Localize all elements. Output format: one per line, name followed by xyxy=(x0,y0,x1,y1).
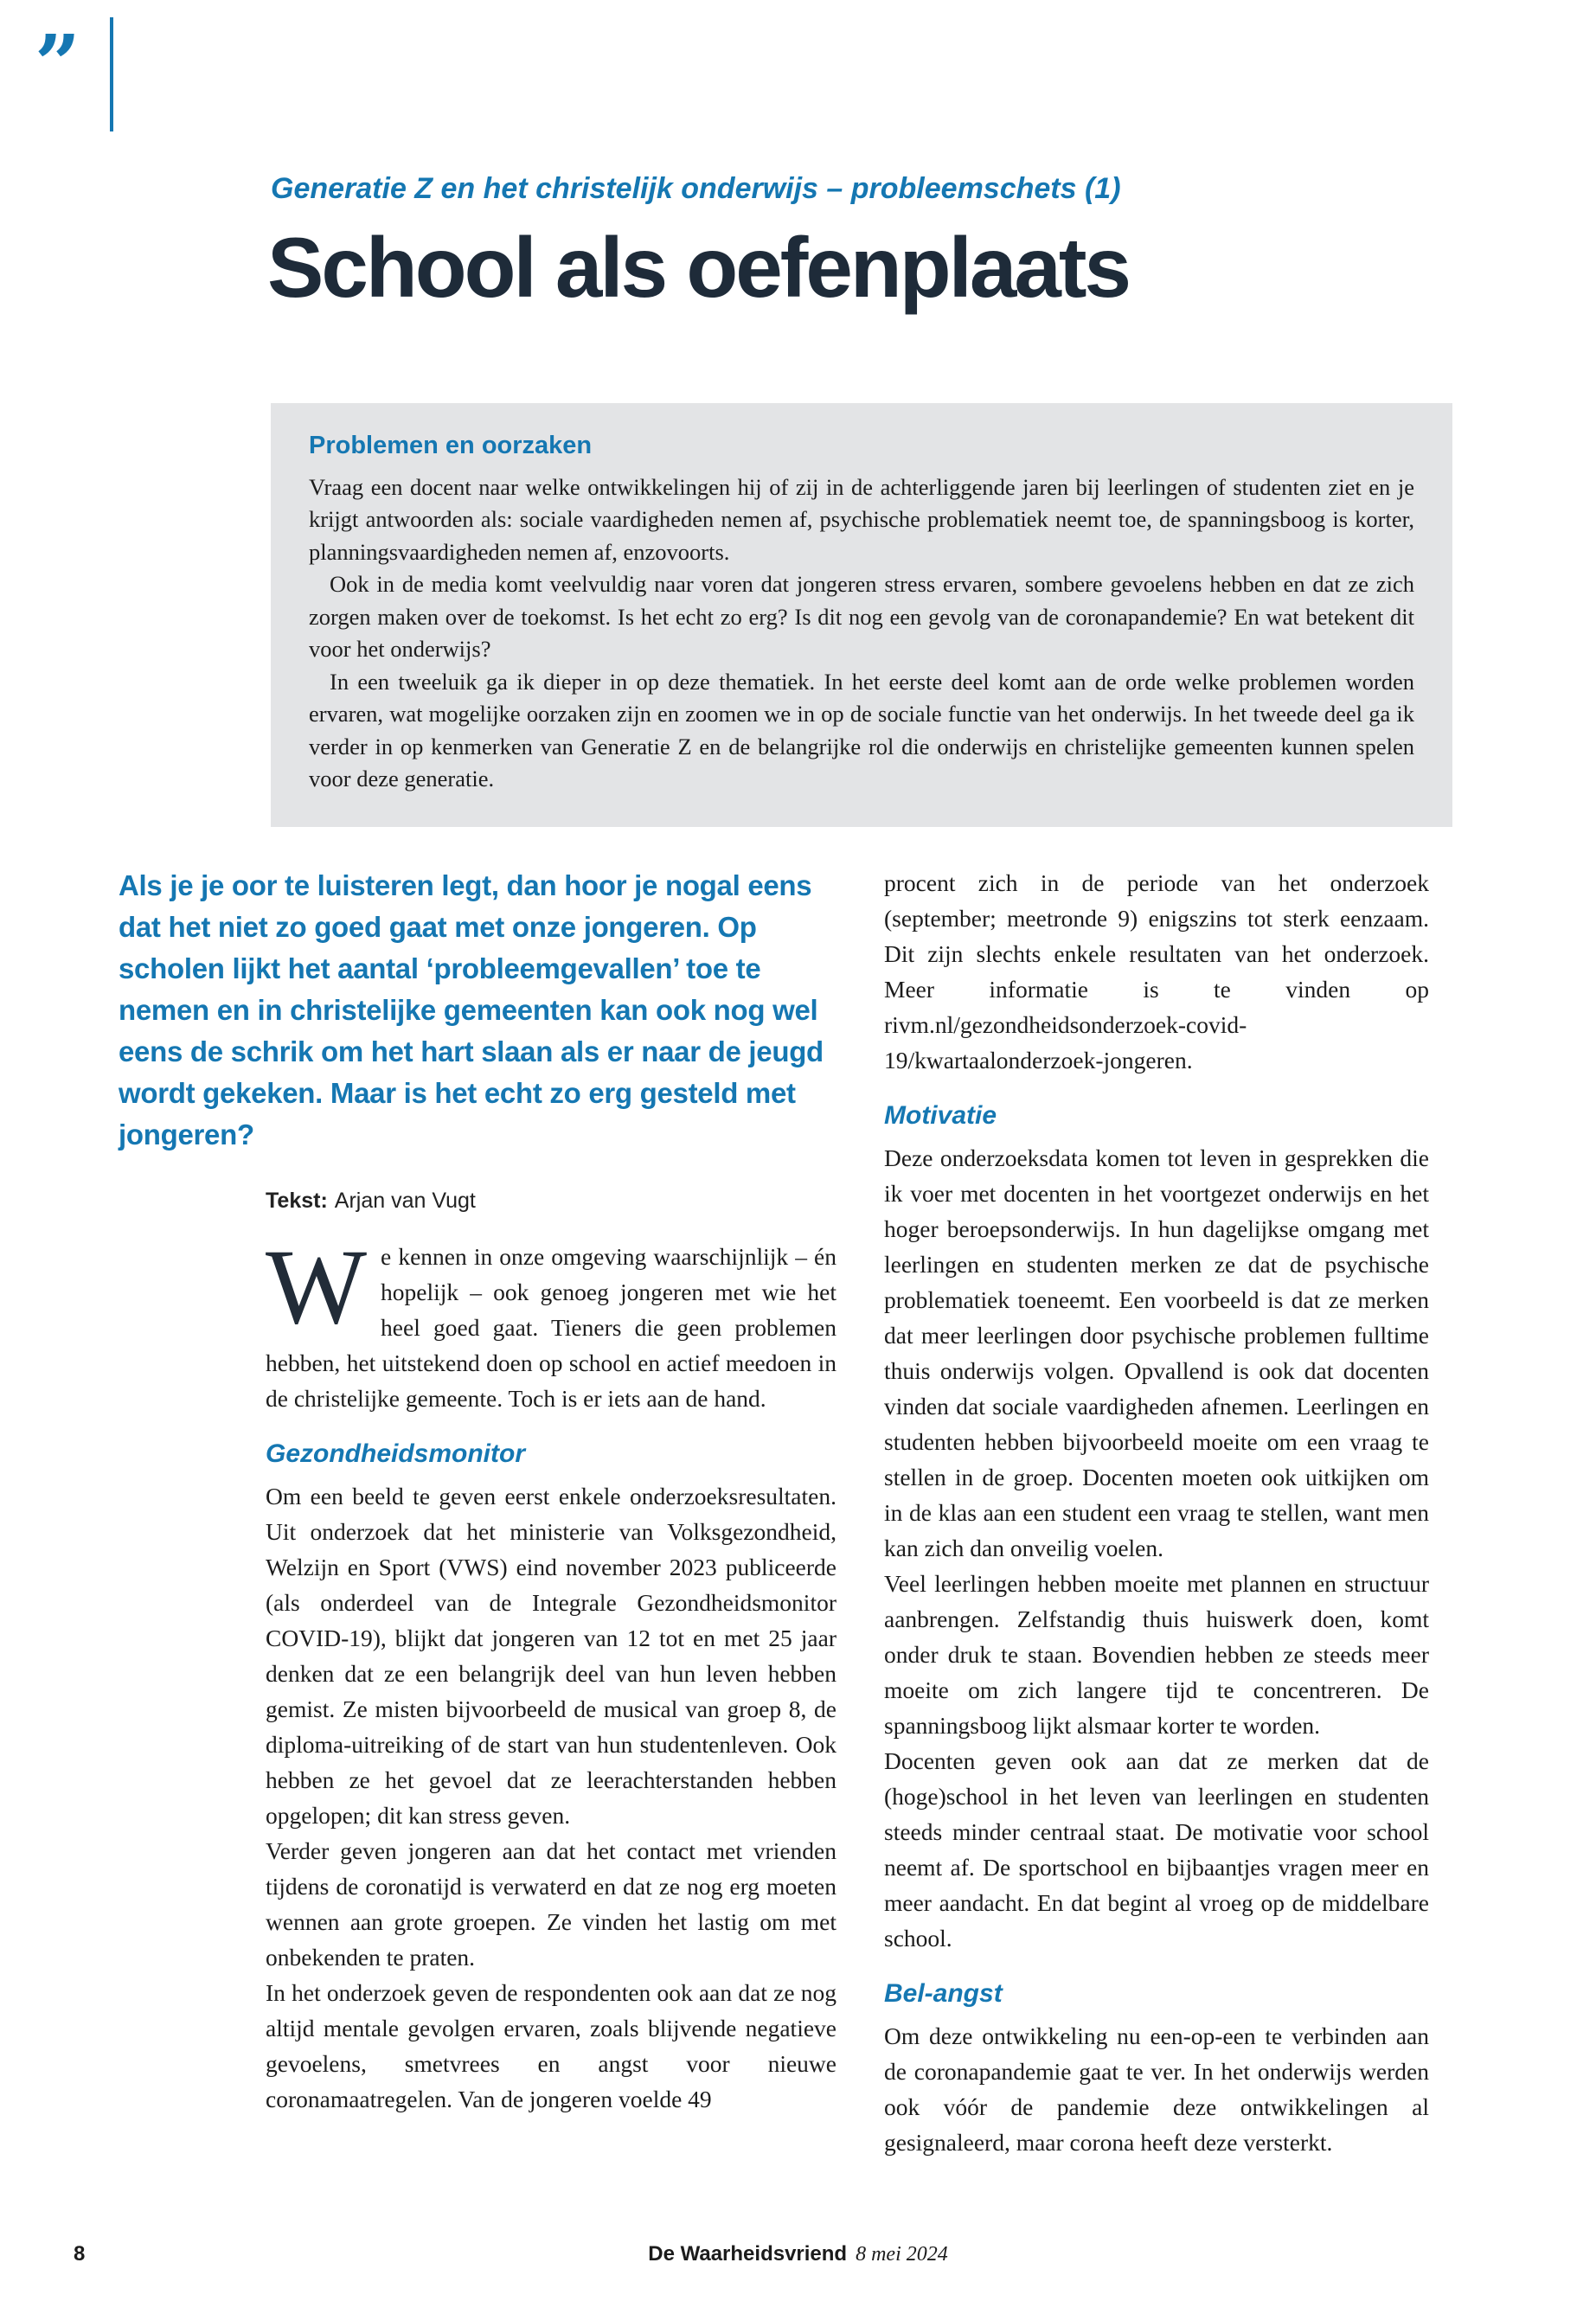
article-column-right xyxy=(884,865,1429,2160)
magazine-name: De Waarheidsvriend xyxy=(648,2242,848,2266)
intro-box-paragraph: In een tweeluik ga ik dieper in op deze thematiek. In het eerste deel komt aan de orde welke problemen worden ervaren, wat mogelijke oorzaken zijn en zoomen we in op de sociale functie van het onderwijs. In het tweede deel ga ik verder in op kenmerken van Generatie Z en de belangrijke rol die onderwijs en christelijke gemeenten kunnen spelen voor deze generatie. xyxy=(309,668,1414,792)
section-heading-gezondheidsmonitor: Gezondheidsmonitor xyxy=(266,1439,525,1468)
accent-line xyxy=(110,17,113,131)
body-paragraph: In het onderzoek geven de respondenten ook aan dat ze nog altijd mentale gevolgen ervaren, zoals blijvende negatieve gevoelens, smetvrees en angst voor nieuwe coronamaatregelen. Van de jongeren voelde 49 xyxy=(266,1979,836,2112)
intro-box-paragraph: Vraag een docent naar welke ontwikkelingen hij of zij in de achterliggende jaren bij leerlingen of studenten ziet en je krijgt antwoorden als: sociale vaardigheden nemen af, psychische problematiek neemt toe, de spanningsboog is korter, planningsvaardigheden nemen af, enzovoorts. xyxy=(309,473,1414,565)
page-footer xyxy=(0,2242,1596,2277)
issue-date: 8 mei 2024 xyxy=(856,2243,948,2266)
footer-center xyxy=(648,2242,948,2266)
opening-paragraph xyxy=(266,1227,836,1416)
author-name: Arjan van Vugt xyxy=(334,1189,476,1213)
body-paragraph: Docenten geven ook aan dat ze merken dat de (hoge)school in het leven van leerlingen en studenten steeds minder centraal staat. De motivatie voor school neemt af. De sportschool en bijbaantjes vragen meer en meer aandacht. En dat begint al vroeg op de middelbare school. xyxy=(884,1747,1429,1952)
intro-box-paragraph: Ook in de media komt veelvuldig naar voren dat jongeren stress ervaren, sombere gevoelens hebben en dat ze zich zorgen maken over de toekomst. Is het echt zo erg? Is dit nog een gevolg van de coronapandemie? En wat betekent dit voor het onderwijs? xyxy=(309,571,1414,663)
drop-cap: W xyxy=(266,1227,368,1346)
intro-box-heading: Problemen en oorzaken xyxy=(309,432,593,459)
article-column-left xyxy=(266,1227,836,2117)
body-paragraph: Veel leerlingen hebben moeite met plannen en structuur aanbrengen. Zelfstandig thuis huiswerk doen, komt onder druk te staan. Bovendien hebben ze steeds meer moeite om zich langere tijd te concentreren. De spanningsboog lijkt alsmaar korter te worden. xyxy=(884,1570,1429,1739)
section-heading-bel-angst: Bel-angst xyxy=(884,1979,1003,2008)
page-title: School als oefenplaats xyxy=(267,220,1129,315)
opening-text: e kennen in onze omgeving waarschijnlijk – én hopelijk – ook genoeg jongeren met wie het heel goed gaat. Tieners die geen problemen hebben, het uitstekend doen op school en actief meedoen in de christelijke gemeente. Toch is er iets aan de hand. xyxy=(266,1243,836,1412)
page-number: 8 xyxy=(74,2242,86,2266)
kicker: Generatie Z en het christelijk onderwijs – probleemschets (1) xyxy=(271,172,1121,205)
section-heading-motivatie: Motivatie xyxy=(884,1101,997,1130)
body-paragraph: Om een beeld te geven eerst enkele onderzoeksresultaten. Uit onderzoek dat het ministerie van Volksgezondheid, Welzijn en Sport (VWS) eind november 2023 publiceerde (als onderdeel van de Integrale Gezondheidsmonitor COVID-19), blijkt dat jongeren van 12 tot en met 25 jaar denken dat ze een belangrijk deel van hun leven hebben gemist. Ze misten bijvoorbeeld de musical van groep 8, de diploma-uitreiking of de start van hun studentenleven. Ook hebben ze het gevoel dat ze leerachterstanden hebben opgelopen; dit kan stress geven. xyxy=(266,1483,836,1829)
lead-paragraph: Als je je oor te luisteren legt, dan hoor je nogal eens dat het niet zo goed gaat met onze jongeren. Op scholen lijkt het aantal ‘probleemgevallen’ toe te nemen en in christelijke gemeenten kan ook nog wel eens de schrik om het hart slaan als er naar de jeugd wordt gekeken. Maar is het echt zo erg gesteld met jongeren? xyxy=(119,869,824,1150)
body-paragraph: Deze onderzoeksdata komen tot leven in gesprekken die ik voer met docenten in het voortgezet onderwijs en het hoger beroepsonderwijs. In hun dagelijkse omgang met leerlingen en studenten merken ze dat de psychische problematiek toeneemt. Een voorbeeld is dat ze merken dat meer leerlingen door psychische problemen fulltime thuis onderwijs volgen. Opvallend is ook dat docenten vinden dat sociale vaardigheden afnemen. Leerlingen en studenten hebben bijvoorbeeld moeite om een vraag te stellen in de groep. Docenten moeten ook uitkijken om in de klas aan een student een vraag te stellen, want men kan zich dan onveilig voelen. xyxy=(884,1144,1429,1561)
quote-mark-icon: ” xyxy=(35,17,80,111)
intro-box xyxy=(271,403,1452,827)
byline-label: Tekst: xyxy=(266,1189,328,1213)
body-paragraph: Om deze ontwikkeling nu een-op-een te verbinden aan de coronapandemie gaat te ver. In het onderwijs werden ook vóór de pandemie deze ontwikkelingen al gesignaleerd, maar corona heeft deze versterkt. xyxy=(884,2022,1429,2156)
body-paragraph-continued: procent zich in de periode van het onderzoek (september; meetronde 9) enigszins tot sterk eenzaam. Dit zijn slechts enkele resultaten van het onderzoek. Meer informatie is te vinden op rivm.nl/gezondheidsonderzoek-covid-19/kwartaalonderzoek-jongeren. xyxy=(884,869,1429,1074)
byline xyxy=(266,1189,476,1214)
body-paragraph: Verder geven jongeren aan dat het contact met vrienden tijdens de coronatijd is verwaterd en dat ze nog erg moeten wennen aan grote groepen. Ze vinden het lastig om met onbekenden te praten. xyxy=(266,1837,836,1971)
